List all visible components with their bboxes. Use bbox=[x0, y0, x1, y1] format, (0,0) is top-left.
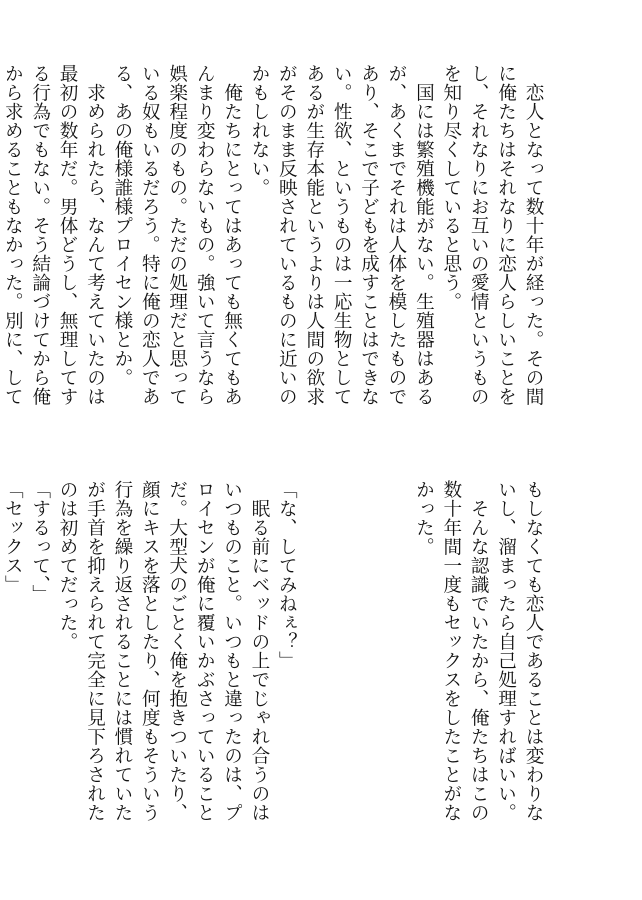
text-line: 「な、してみねぇ？」 bbox=[276, 480, 298, 670]
text-line bbox=[328, 480, 355, 840]
text-line: 行為を繰り返されることには慣れていた bbox=[111, 480, 133, 822]
text-line: そんな認識でいたから、俺たちはこの bbox=[468, 480, 490, 822]
text-line: 俺たちにとってはあっても無くてもあ bbox=[221, 64, 243, 406]
text-line: かもしれない。 bbox=[248, 64, 270, 197]
text-line: いつものこと。いつもと違ったのは、プ bbox=[221, 480, 243, 822]
text-line: いる奴もいるだろう。特に俺の恋人であ bbox=[139, 64, 161, 406]
text-line: だ。大型犬のごとく俺を抱きついたり、 bbox=[166, 480, 188, 822]
text-line: る、あの俺様誰様プロイセン様とか。 bbox=[111, 64, 133, 387]
text-line: あり、そこで子どもを成すことはできな bbox=[358, 64, 380, 406]
text-line: し、それなりにお互いの愛情というもの bbox=[468, 64, 490, 406]
text-line: が手首を抑えられて完全に見下ろされた bbox=[84, 480, 106, 822]
text-line: 恋人となって数十年が経った。その間 bbox=[523, 64, 544, 406]
text-line: る行為でもない。そう結論づけてから俺 bbox=[29, 64, 51, 406]
text-block-bottom bbox=[0, 480, 547, 840]
text-line: 数十年間一度もセックスをしたことがな bbox=[440, 480, 462, 822]
text-line: 娯楽程度のもの。ただの処理だと思って bbox=[166, 64, 188, 406]
text-line: に俺たちはそれなりに恋人らしいことを bbox=[495, 64, 517, 406]
text-block-top bbox=[0, 64, 547, 424]
text-line: ロイセンが俺に覆いかぶさっていること bbox=[194, 480, 216, 822]
text-line: 「するって、」 bbox=[29, 480, 51, 604]
text-line: い。性欲、というものは一応生物として bbox=[331, 64, 353, 406]
text-line: 「セックス」 bbox=[2, 480, 24, 594]
text-line: あるが生存本能というよりは人間の欲求 bbox=[303, 64, 325, 406]
text-line: のは初めてだった。 bbox=[57, 480, 79, 651]
text-line: から求めることもなかった。別に、して bbox=[2, 64, 24, 406]
text-line bbox=[355, 480, 382, 840]
text-line bbox=[300, 480, 327, 840]
text-line: 国には繁殖機能がない。生殖器はある bbox=[413, 64, 435, 406]
text-line: 眠る前にベッドの上でじゃれ合うのは bbox=[248, 480, 270, 822]
text-line: もしなくても恋人であることは変わりな bbox=[523, 480, 544, 822]
text-line: んまり変わらないもの。強いて言うなら bbox=[194, 64, 216, 406]
text-line: を知り尽くしていると思う。 bbox=[440, 64, 462, 311]
text-line: 顔にキスを落としたり、何度もそういう bbox=[139, 480, 161, 822]
text-line: 最初の数年だ。男体どうし、無理してす bbox=[57, 64, 79, 406]
text-line: かった。 bbox=[413, 480, 435, 556]
text-line: が、あくまでそれは人体を模したもので bbox=[385, 64, 407, 406]
text-line bbox=[383, 480, 410, 840]
text-line: いし、溜まったら自己処理すればいい。 bbox=[495, 480, 517, 822]
text-line: 求められたら、なんて考えていたのは bbox=[84, 64, 106, 406]
text-line: がそのまま反映されているものに近いの bbox=[276, 64, 298, 406]
